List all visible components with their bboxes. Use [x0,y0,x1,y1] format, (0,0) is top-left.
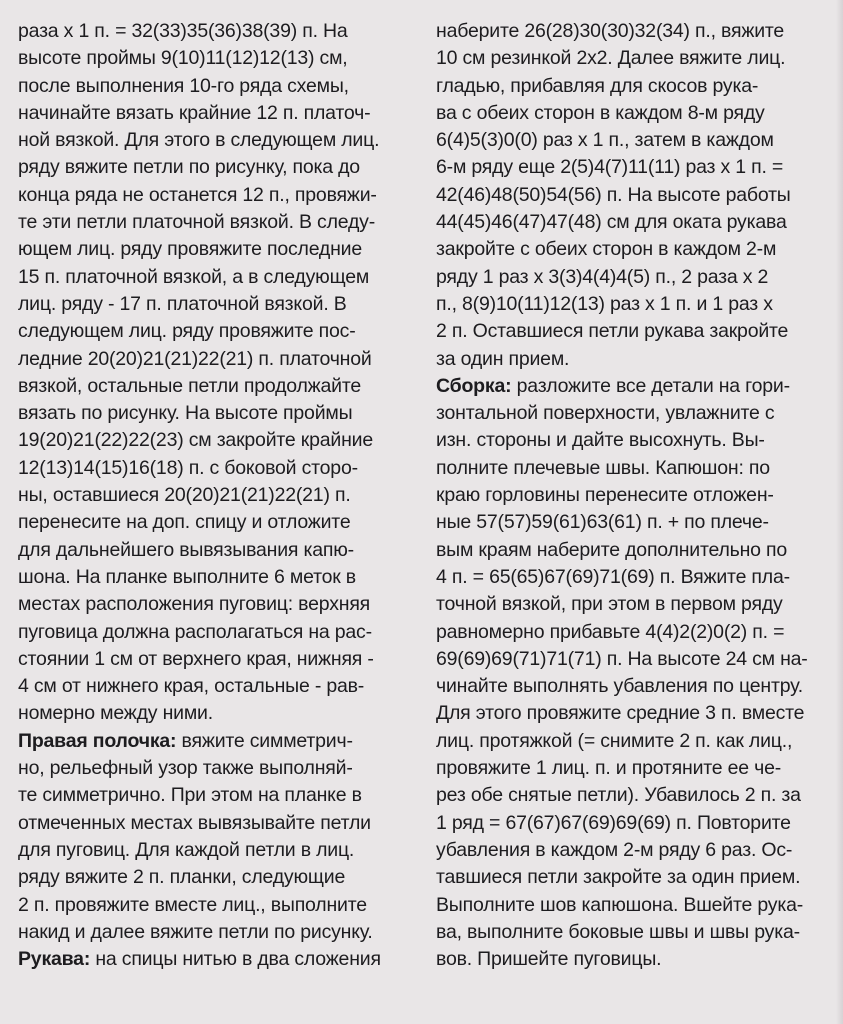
section-heading: Сборка: [436,374,512,397]
line-text: 4 см от нижнего края, остальные - рав- [18,675,365,698]
line-text: точной вязкой, при этом в первом ряду [436,593,783,616]
text-line [436,591,831,618]
line-text: 6(4)5(3)0(0) раз х 1 п., затем в каждом [436,129,774,152]
line-text: ной вязкой. Для этого в следующем лиц. [18,129,380,152]
text-line [18,100,428,127]
text-line [18,591,428,618]
text-line [18,946,428,973]
line-text: вов. Пришейте пуговицы. [436,948,662,971]
line-text: вяжите симметрич- [176,729,353,752]
text-line [18,919,428,946]
line-text: равномерно прибавьте 4(4)2(2)0(2) п. = [436,620,785,643]
text-line [436,755,831,782]
line-text: тавшиеся петли закройте за один прием. [436,866,801,889]
line-text: 44(45)46(47)47(48) см для оката рукава [436,211,787,234]
text-line [18,209,428,236]
line-text: 2 п. провяжите вместе лиц., выполните [18,893,367,916]
text-line [18,892,428,919]
text-line [436,619,831,646]
line-text: полните плечевые швы. Капюшон: по [436,456,770,479]
line-text: убавления в каждом 2-м ряду 6 раз. Ос- [436,838,793,861]
line-text: краю горловины перенесите отложен- [436,484,774,507]
text-line [436,700,831,727]
line-text: после выполнения 10-го ряда схемы, [18,74,349,97]
line-text: 10 см резинкой 2х2. Далее вяжите лиц. [436,47,786,70]
text-line [436,291,831,318]
line-text: для дальнейшего вывязывания капю- [18,538,354,561]
page-edge [836,0,843,1024]
text-line [18,127,428,154]
line-text: на спицы нитью в два сложения [90,948,381,971]
line-text: вязкой, остальные петли продолжайте [18,374,361,397]
text-line [436,482,831,509]
line-text: отмеченных местах вывязывайте петли [18,811,371,834]
text-line [436,73,831,100]
line-text: местах расположения пуговиц: верхняя [18,593,371,616]
text-line [436,509,831,536]
text-line [18,427,428,454]
text-line [436,919,831,946]
text-line [18,45,428,72]
line-text: 42(46)48(50)54(56) п. На высоте работы [436,183,791,206]
line-text: ряду 1 раз х 3(3)4(4)4(5) п., 2 раза х 2 [436,265,769,288]
line-text: ледние 20(20)21(21)22(21) п. платочной [18,347,372,370]
left-text-column [18,18,428,973]
text-line [18,346,428,373]
text-line [436,346,831,373]
line-text: стоянии 1 см от верхнего края, нижняя - [18,647,374,670]
line-text: 6-м ряду еще 2(5)4(7)11(11) раз х 1 п. = [436,156,784,179]
line-text: п., 8(9)10(11)12(13) раз х 1 п. и 1 раз х [436,292,773,315]
line-text: зонтальной поверхности, увлажните с [436,402,775,425]
line-text: пуговица должна располагаться на рас- [18,620,372,643]
line-text: закройте с обеих сторон в каждом 2-м [436,238,777,261]
text-line [18,619,428,646]
line-text: раза х 1 п. = 32(33)35(36)38(39) п. На [18,20,348,42]
text-line [18,837,428,864]
line-text: чинайте выполнять убавления по центру. [436,675,803,698]
text-line [436,236,831,263]
text-line [436,264,831,291]
line-text: номерно между ними. [18,702,213,725]
line-text: лиц. ряду - 17 п. платочной вязкой. В [18,292,347,315]
text-line [18,318,428,345]
text-line [18,537,428,564]
text-line [18,236,428,263]
text-line [436,837,831,864]
line-text: перенесите на доп. спицу и отложите [18,511,351,534]
text-line [18,182,428,209]
text-line [18,373,428,400]
line-text: 15 п. платочной вязкой, а в следующем [18,265,370,288]
line-text: ряду вяжите 2 п. планки, следующие [18,866,346,889]
text-line [18,264,428,291]
text-line [436,318,831,345]
line-text: но, рельефный узор также выполняй- [18,757,353,780]
line-text: вым краям наберите дополнительно по [436,538,788,561]
text-line [436,100,831,127]
text-line [436,45,831,72]
text-line [436,728,831,755]
text-line [436,537,831,564]
line-text: ющем лиц. ряду провяжите последние [18,238,363,261]
text-line [18,509,428,536]
line-text: шона. На планке выполните 6 меток в [18,565,356,588]
text-line [18,755,428,782]
text-line [18,782,428,809]
text-line [436,209,831,236]
text-line [18,728,428,755]
line-text: 69(69)69(71)71(71) п. На высоте 24 см на- [436,647,808,670]
line-text: высоте проймы 9(10)11(12)12(13) см, [18,47,348,70]
line-text: разложите все детали на гори- [511,374,790,397]
text-line [436,892,831,919]
line-text: рез обе снятые петли). Убавилось 2 п. за [436,784,801,807]
line-text: те симметрично. При этом на планке в [18,784,362,807]
text-line [436,182,831,209]
line-text: провяжите 1 лиц. п. и протяните ее че- [436,757,782,780]
text-line [436,864,831,891]
text-line [436,782,831,809]
text-line [18,291,428,318]
line-text: наберите 26(28)30(30)32(34) п., вяжите [436,20,785,42]
text-line [436,427,831,454]
section-heading: Правая полочка: [18,729,177,752]
text-line [18,646,428,673]
line-text: ва с обеих сторон в каждом 8-м ряду [436,101,765,124]
line-text: конца ряда не останется 12 п., провяжи- [18,183,377,206]
text-line [18,673,428,700]
text-line [18,864,428,891]
line-text: ные 57(57)59(61)63(61) п. + по плече- [436,511,769,534]
text-line [18,73,428,100]
line-text: изн. стороны и дайте высохнуть. Вы- [436,429,765,452]
text-line [436,127,831,154]
line-text: начинайте вязать крайние 12 п. платоч- [18,101,371,124]
line-text: за один прием. [436,347,570,370]
line-text: Выполните шов капюшона. Вшейте рука- [436,893,804,916]
right-text-column [436,18,831,973]
text-line [18,18,428,45]
line-text: 4 п. = 65(65)67(69)71(69) п. Вяжите пла- [436,565,790,588]
text-line [18,400,428,427]
text-line [18,564,428,591]
line-text: 12(13)14(15)16(18) п. с боковой сторо- [18,456,358,479]
text-line [436,400,831,427]
section-heading: Рукава: [18,948,91,971]
line-text: 1 ряд = 67(67)67(69)69(69) п. Повторите [436,811,791,834]
line-text: гладью, прибавляя для скосов рука- [436,74,759,97]
line-text: те эти петли платочной вязкой. В следу- [18,211,376,234]
text-line [436,646,831,673]
line-text: накид и далее вяжите петли по рисунку. [18,920,373,943]
text-line [436,455,831,482]
text-line [18,700,428,727]
line-text: 2 п. Оставшиеся петли рукава закройте [436,320,789,343]
text-line [436,373,831,400]
text-line [436,154,831,181]
text-line [18,482,428,509]
text-line [436,946,831,973]
line-text: ва, выполните боковые швы и швы рука- [436,920,800,943]
line-text: вязать по рисунку. На высоте проймы [18,402,353,425]
line-text: ряду вяжите петли по рисунку, пока до [18,156,360,179]
text-line [18,810,428,837]
text-line [436,564,831,591]
text-line [18,154,428,181]
text-line [436,810,831,837]
text-line [436,673,831,700]
line-text: Для этого провяжите средние 3 п. вместе [436,702,805,725]
line-text: для пуговиц. Для каждой петли в лиц. [18,838,355,861]
line-text: ны, оставшиеся 20(20)21(21)22(21) п. [18,484,351,507]
text-line [436,18,831,45]
line-text: следующем лиц. ряду провяжите пос- [18,320,356,343]
line-text: лиц. протяжкой (= снимите 2 п. как лиц., [436,729,793,752]
line-text: 19(20)21(22)22(23) см закройте крайние [18,429,373,452]
text-line [18,455,428,482]
